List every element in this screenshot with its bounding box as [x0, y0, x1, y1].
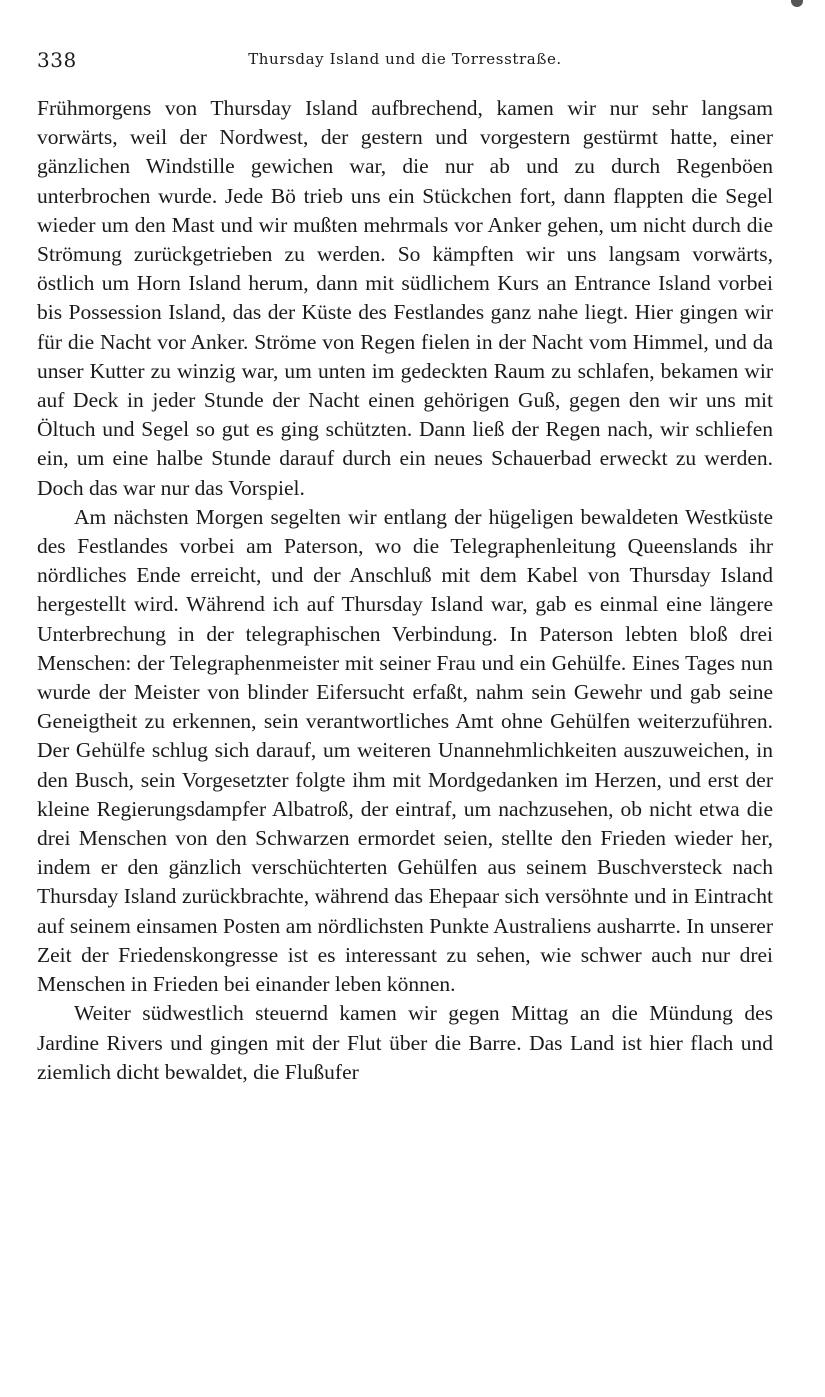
running-head [37, 44, 773, 78]
book-page [37, 44, 773, 1087]
scan-corner-mark [791, 0, 803, 7]
body-text [37, 94, 773, 1087]
paragraph-1: Frühmorgens von Thursday Island aufbrechend, kamen wir nur sehr langsam vorwärts, weil der Nordwest, der gestern und vorgestern gestürmt hatte, einer gänzlichen Windstille gewichen war, die nur ab und zu durch Regenböen unterbrochen wurde. Jede Bö trieb uns ein Stückchen fort, dann flappten die Segel wieder um den Mast und wir mußten mehrmals vor Anker gehen, um nicht durch die Strömung zurückgetrieben zu werden. So kämpften wir uns langsam vorwärts, östlich um Horn Island herum, dann mit südlichem Kurs an Entrance Island vorbei bis Possession Island, das der Küste des Festlandes ganz nahe liegt. Hier gingen wir für die Nacht vor Anker. Ströme von Regen fielen in der Nacht vom Himmel, und da unser Kutter zu winzig war, um unten im gedeckten Raum zu schlafen, bekamen wir auf Deck in jeder Stunde der Nacht einen gehörigen Guß, gegen den wir uns mit Öltuch und Segel so gut es ging schützten. Dann ließ der Regen nach, wir schliefen ein, um eine halbe Stunde darauf durch ein neues Schauerbad erweckt zu werden. Doch das war nur das Vorspiel. [37, 96, 773, 500]
running-title: Thursday Island und die Torresstraße. [248, 50, 562, 68]
paragraph-2: Am nächsten Morgen segelten wir entlang der hügeligen bewaldeten Westküste des Festlandes vorbei am Paterson, wo die Telegraphenleitung Queenslands ihr nördliches Ende erreicht, und der Anschluß mit dem Kabel von Thursday Island hergestellt wird. Während ich auf Thursday Island war, gab es einmal eine längere Unterbrechung in der telegraphischen Verbindung. In Paterson lebten bloß drei Menschen: der Telegraphenmeister mit seiner Frau und ein Gehülfe. Eines Tages nun wurde der Meister von blinder Eifersucht erfaßt, nahm sein Gewehr und gab seine Geneigtheit zu erkennen, sein verantwortliches Amt ohne Gehülfen weiterzuführen. Der Gehülfe schlug sich darauf, um weiteren Unannehmlichkeiten auszuweichen, in den Busch, sein Vorgesetzter folgte ihm mit Mordgedanken im Herzen, und erst der kleine Regierungsdampfer Albatroß, der eintraf, um nachzusehen, ob nicht etwa die drei Menschen von den Schwarzen ermordet seien, stellte den Frieden wieder her, indem er den gänzlich verschüchterten Gehülfen aus seinem Buschversteck nach Thursday Island zurückbrachte, während das Ehepaar sich versöhnte und in Eintracht auf seinem einsamen Posten am nördlichsten Punkte Australiens ausharrte. In unserer Zeit der Friedenskongresse ist es interessant zu sehen, wie schwer auch nur drei Menschen in Frieden bei einander leben können. [37, 504, 773, 997]
page-number: 338 [37, 48, 77, 72]
paragraph-3: Weiter südwestlich steuernd kamen wir gegen Mittag an die Mündung des Jardine Rivers und gingen mit der Flut über die Barre. Das Land ist hier flach und ziemlich dicht bewaldet, die Flußufer [37, 1001, 773, 1084]
